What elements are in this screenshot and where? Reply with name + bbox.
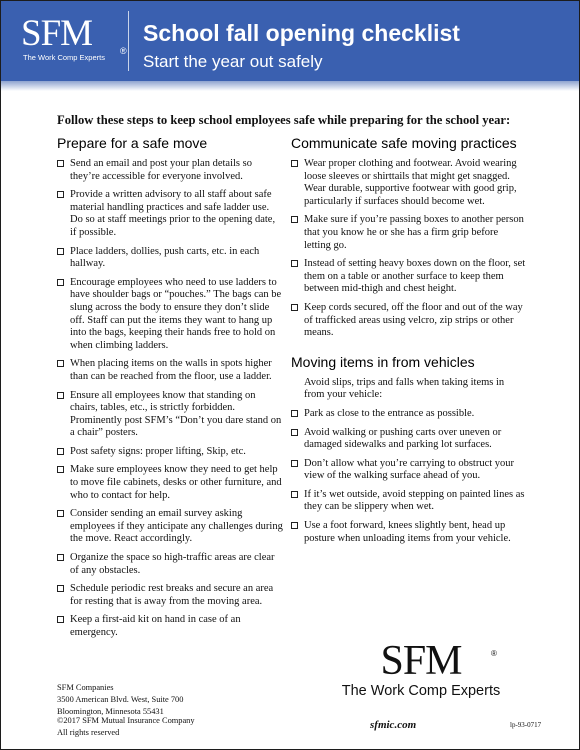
checklist-item (291, 408, 527, 421)
checklist-item (57, 277, 283, 353)
checklist-item (291, 520, 527, 545)
company-address (57, 682, 183, 718)
copyright-block (57, 715, 195, 739)
checkbox-icon (57, 585, 64, 592)
footer-logo-registered-mark: ® (491, 649, 497, 658)
checklist-item-text: Wear proper clothing and footwear. Avoid wearing loose sleeves or shirttails that might get snagged. Wear durable, supportive footwear with good grip, particularly if surfaces should become wet. (304, 158, 517, 207)
left-column (57, 135, 283, 646)
checklist-item (57, 552, 283, 577)
checklist-item-text: Send an email and post your plan details so they’re accessible for everyone involved. (70, 158, 252, 182)
communicate-checklist (291, 158, 527, 340)
checklist-item-text: Make sure employees know they need to get help to move file cabinets, desks or other furniture, and who to contact for help. (70, 464, 282, 501)
header-banner (1, 1, 579, 81)
checkbox-icon (57, 466, 64, 473)
checklist-item (57, 508, 283, 546)
checklist-item-text: Organize the space so high-traffic areas are clear of any obstacles. (70, 552, 275, 576)
checklist-item-text: Park as close to the entrance as possible. (304, 407, 475, 419)
vehicles-checklist (291, 408, 527, 545)
checkbox-icon (291, 460, 298, 467)
header-shadow (1, 81, 579, 91)
checkbox-icon (291, 304, 298, 311)
prepare-checklist (57, 158, 283, 640)
logo-text: SFM (21, 13, 93, 54)
checkbox-icon (291, 216, 298, 223)
section-heading-prepare: Prepare for a safe move (57, 135, 208, 151)
intro-text: Follow these steps to keep school employees safe while preparing for the school year: (57, 113, 511, 127)
checklist-item-text: Schedule periodic rest breaks and secure an area for resting that is away from the moving area. (70, 583, 274, 607)
checkbox-icon (291, 410, 298, 417)
checkbox-icon (57, 160, 64, 167)
checklist-item-text: Consider sending an email survey asking employees if they anticipate any challenges during the move. React accordingly. (70, 508, 283, 545)
checkbox-icon (291, 522, 298, 529)
footer-logo-text: SFM (380, 638, 462, 684)
checkbox-icon (291, 160, 298, 167)
page-title: School fall opening checklist (143, 20, 460, 46)
vehicles-lead-text: Avoid slips, trips and falls when taking items in from your vehicle: (304, 376, 505, 401)
copyright-text: ©2017 SFM Mutual Insurance Company (57, 716, 195, 725)
checkbox-icon (291, 429, 298, 436)
checkbox-icon (57, 392, 64, 399)
checkbox-icon (291, 491, 298, 498)
website-link[interactable]: sfmic.com (370, 719, 417, 731)
checkbox-icon (57, 248, 64, 255)
checkbox-icon (57, 510, 64, 517)
checklist-item (57, 158, 283, 183)
rights-text: All rights reserved (57, 728, 120, 737)
section-heading-communicate: Communicate safe moving practices (291, 135, 517, 151)
checklist-item (57, 464, 283, 502)
checklist-item (57, 358, 283, 383)
checklist-item (291, 489, 527, 514)
checklist-item (57, 583, 283, 608)
checklist-item-text: Keep cords secured, off the floor and out of the way of trafficked areas using velcro, zip strips or other means. (304, 301, 523, 339)
checkbox-icon (57, 554, 64, 561)
checklist-item-text: Make sure if you’re passing boxes to another person that you know he or she has a firm grip before letting go. (304, 214, 524, 251)
sfm-logo (21, 15, 133, 62)
checklist-item (291, 302, 527, 340)
checkbox-icon (57, 279, 64, 286)
address-line-2: Bloomington, Minnesota 55431 (57, 707, 164, 716)
checklist-item (291, 458, 527, 483)
checklist-item-text: Place ladders, dollies, push carts, etc. in each hallway. (70, 245, 260, 270)
checklist-item-text: Post safety signs: proper lifting, Skip, etc. (70, 445, 246, 457)
checklist-item (57, 246, 283, 271)
checklist-item-text: Don’t allow what you’re carrying to obstruct your view of the walking surface ahead of you. (304, 457, 515, 482)
checklist-item-text: If it’s wet outside, avoid stepping on painted lines as they can be slippery when wet. (304, 488, 525, 513)
checklist-item (57, 390, 283, 440)
checkbox-icon (57, 191, 64, 198)
checklist-item (57, 189, 283, 239)
header-divider (128, 11, 129, 71)
checklist-item (291, 158, 527, 208)
footer-logo-tagline: The Work Comp Experts (341, 683, 501, 699)
checklist-item-text: Provide a written advisory to all staff about safe material handling practices and safe ladder use. Do so at staff meetings prior to the opening date, if possible. (70, 189, 276, 238)
checklist-item (291, 427, 527, 452)
checklist-item-text: Encourage employees who need to use ladders to have shoulder bags or “pouches.” The bags can be slung across the body to ensure they don’t slide off. Staff can put the items they want to hang up into the bags, keeping their hands free to hold on when climbing ladders. (70, 276, 282, 351)
checkbox-icon (291, 260, 298, 267)
checklist-item (291, 258, 527, 296)
checklist-item-text: Ensure all employees know that standing on chairs, tables, etc., is strictly forbidden. Prominently post SFM’s “Don’t you dare stand on a chair” posters. (70, 389, 282, 439)
checklist-item-text: Avoid walking or pushing carts over uneven or damaged sidewalks and parking lot surfaces. (304, 426, 502, 451)
checklist-item-text: When placing items on the walls in spots higher than can be reached from the floor, use a ladder. (70, 358, 272, 382)
company-name: SFM Companies (57, 683, 114, 692)
checkbox-icon (57, 616, 64, 623)
checklist-item (291, 214, 527, 252)
document-code: lp-93-0717 (510, 721, 542, 729)
checkbox-icon (57, 448, 64, 455)
right-column (291, 135, 527, 551)
address-line-1: 3500 American Blvd. West, Suite 700 (57, 695, 184, 704)
checklist-item (57, 446, 283, 459)
footer-sfm-logo (341, 638, 501, 699)
checklist-item-text: Instead of setting heavy boxes down on the floor, set them on a table or another surface to keep them between mid-thigh and chest height. (304, 258, 526, 295)
checklist-item-text: Use a foot forward, knees slightly bent, head up posture when unloading items from your vehicle. (304, 520, 511, 544)
logo-registered-mark: ® (120, 46, 127, 56)
section-heading-vehicles: Moving items in from vehicles (291, 353, 475, 370)
logo-tagline: The Work Comp Experts (23, 53, 105, 62)
checklist-item (57, 614, 283, 639)
checklist-item-text: Keep a first-aid kit on hand in case of an emergency. (70, 614, 241, 638)
checkbox-icon (57, 360, 64, 367)
page-subtitle: Start the year out safely (143, 52, 323, 71)
